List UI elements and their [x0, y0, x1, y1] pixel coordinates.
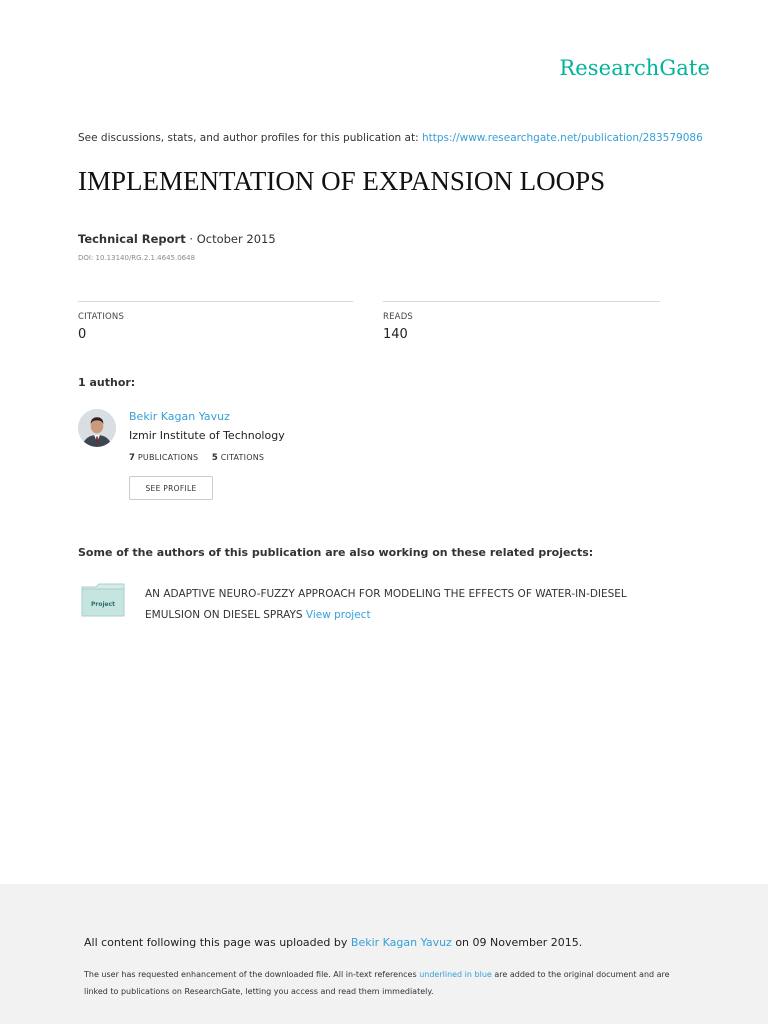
author-photo-icon: [78, 409, 116, 447]
publication-type-line: [78, 232, 276, 246]
author-publications-count: 7: [129, 453, 136, 463]
see-discussions-line: [78, 132, 703, 144]
enhancement-note: [84, 966, 694, 1000]
project-folder-icon[interactable]: [81, 583, 125, 617]
publication-doi: DOI: 10.13140/RG.2.1.4645.0648: [78, 254, 196, 262]
author-publications-label: PUBLICATIONS: [137, 453, 199, 462]
publication-type: Technical Report: [78, 232, 186, 246]
underlined-in-blue-link[interactable]: underlined in blue: [419, 970, 492, 979]
footer: [0, 884, 768, 1024]
author-citations-label: CITATIONS: [220, 453, 265, 462]
citations-value: 0: [78, 327, 87, 342]
related-project-title: AN ADAPTIVE NEURO-FUZZY APPROACH FOR MODELING THE EFFECTS OF WATER-IN-DIESEL EMULSION ON DIESEL SPRAYS: [145, 588, 627, 621]
author-stats: [129, 453, 264, 463]
publication-title: IMPLEMENTATION OF EXPANSION LOOPS: [78, 166, 606, 196]
project-icon-label: Project: [90, 601, 116, 608]
upload-suffix: on 09 November 2015.: [455, 936, 583, 949]
uploader-link[interactable]: Bekir Kagan Yavuz: [350, 936, 452, 949]
related-projects-heading: Some of the authors of this publication are also working on these related projects:: [78, 546, 594, 559]
author-citations-count: 5: [211, 453, 218, 463]
researchgate-logo[interactable]: ResearchGate: [559, 56, 710, 80]
reads-divider: [383, 301, 660, 302]
author-institution: Izmir Institute of Technology: [129, 429, 285, 442]
related-project-item: [145, 584, 665, 626]
citations-divider: [78, 301, 353, 302]
see-profile-button[interactable]: SEE PROFILE: [129, 476, 213, 500]
view-project-link[interactable]: View project: [305, 609, 371, 621]
author-avatar[interactable]: [78, 409, 116, 447]
note-suffix: are added to the original document and are linked to publications on ResearchGate, letting you access and read them immediately.: [84, 970, 670, 996]
citations-label: CITATIONS: [78, 312, 125, 322]
reads-label: READS: [383, 312, 414, 322]
author-name-link[interactable]: Bekir Kagan Yavuz: [129, 410, 230, 423]
reads-value: 140: [383, 327, 408, 342]
upload-info: [84, 936, 582, 949]
see-discussions-text: See discussions, stats, and author profiles for this publication at:: [78, 132, 419, 144]
note-prefix: The user has requested enhancement of the downloaded file. All in-text references: [84, 970, 417, 979]
authors-heading: 1 author:: [78, 376, 136, 389]
upload-prefix: All content following this page was uploaded by: [84, 936, 348, 949]
publication-date: · October 2015: [189, 232, 276, 246]
publication-url-link[interactable]: https://www.researchgate.net/publication/283579086: [421, 132, 703, 144]
